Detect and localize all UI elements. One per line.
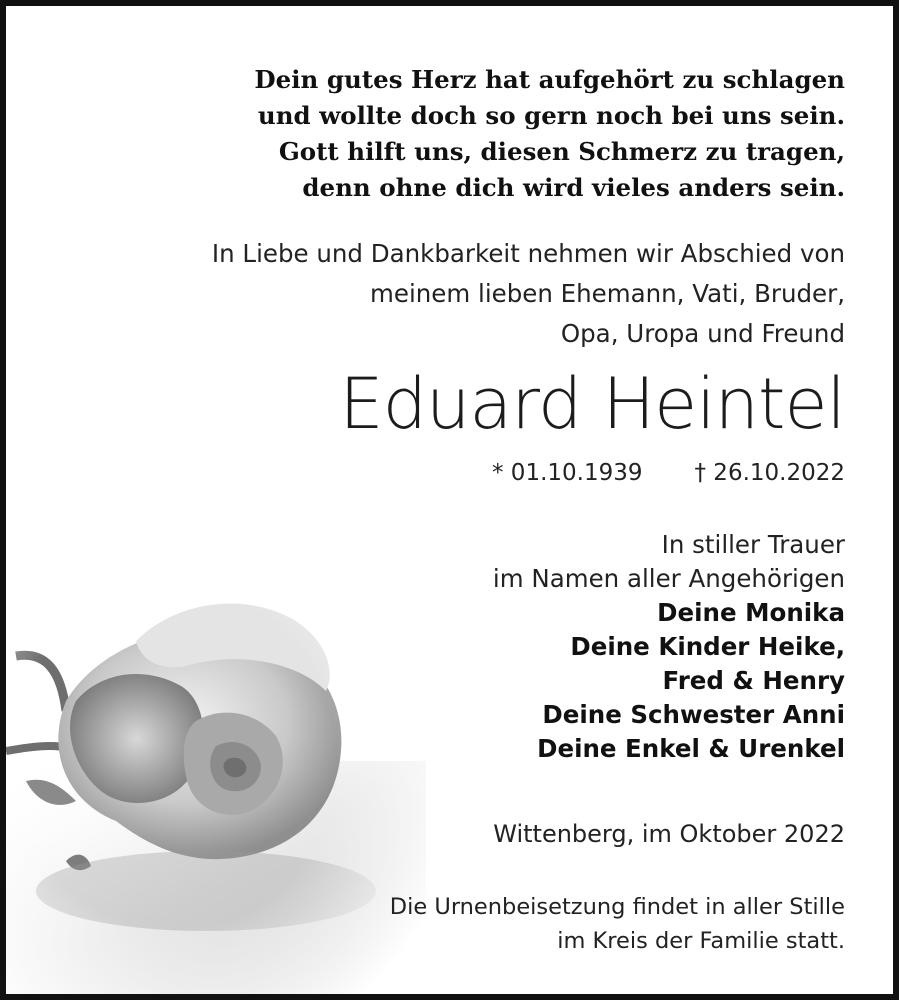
mourner-name: Fred & Henry [662, 666, 845, 695]
verse-line: denn ohne dich wird vieles anders sein. [302, 173, 845, 202]
farewell-intro [212, 234, 845, 354]
deceased-name: Eduard Heintel [339, 363, 845, 445]
intro-line: In Liebe und Dankbarkeit nehmen wir Abschied von [211, 239, 845, 268]
mourning-line: im Namen aller Angehörigen [492, 564, 845, 593]
mourners [493, 528, 845, 766]
intro-line: Opa, Uropa und Freund [560, 319, 845, 348]
verse-line: Dein gutes Herz hat aufgehört zu schlagen [254, 65, 845, 94]
notice-line: Die Urnenbeisetzung findet in aller Stille [389, 894, 845, 920]
verse-line: und wollte doch so gern noch bei uns sein. [257, 101, 845, 130]
burial-notice [390, 890, 845, 958]
place-date: Wittenberg, im Oktober 2022 [493, 820, 845, 848]
mourning-line: In stiller Trauer [661, 530, 845, 559]
intro-line: meinem lieben Ehemann, Vati, Bruder, [370, 279, 845, 308]
birth-date: * 01.10.1939 [492, 460, 643, 486]
death-date: † 26.10.2022 [694, 460, 845, 486]
rose-image [6, 561, 426, 1000]
verse-line: Gott hilft uns, diesen Schmerz zu tragen, [278, 137, 845, 166]
mourner-name: Deine Enkel & Urenkel [537, 734, 845, 763]
verse [254, 62, 845, 206]
mourner-name: Deine Kinder Heike, [570, 632, 845, 661]
mourner-name: Deine Schwester Anni [542, 700, 845, 729]
notice-line: im Kreis der Familie statt. [557, 928, 845, 954]
mourner-name: Deine Monika [657, 598, 845, 627]
life-dates [492, 456, 845, 490]
